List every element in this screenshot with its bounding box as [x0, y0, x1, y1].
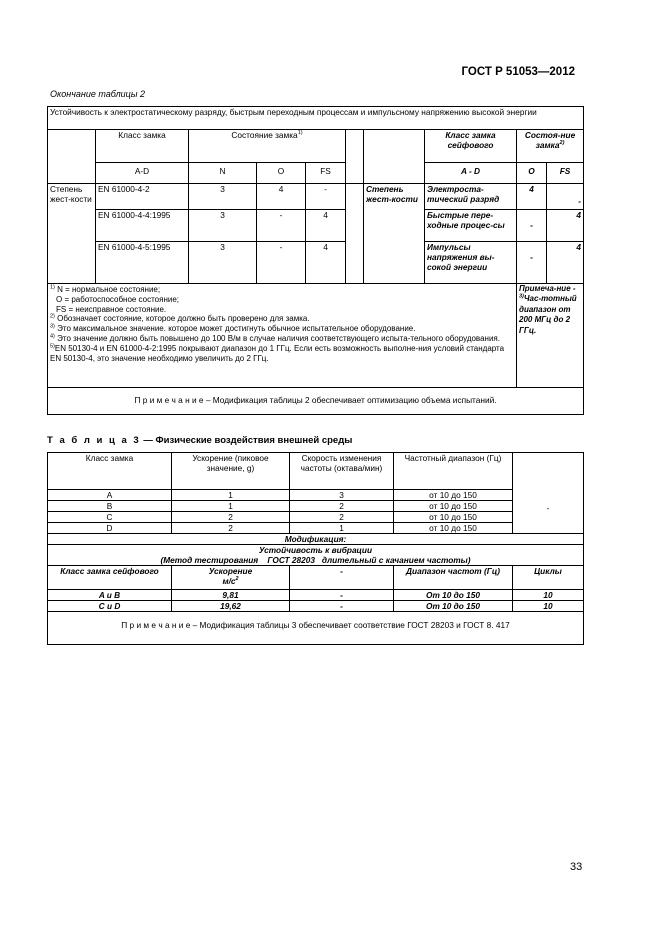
table3-mod-title: Модификация:	[48, 534, 584, 545]
table3-cls: D	[48, 523, 172, 534]
table3-m-cycles: 10	[513, 590, 584, 601]
table3-freq: от 10 до 150	[394, 501, 513, 512]
table3-freq: от 10 до 150	[394, 490, 513, 501]
table3-m-acc: 9,81	[172, 590, 290, 601]
table2-sub-o2: O	[517, 163, 547, 184]
table2-col-lock-class: Класс замка	[96, 130, 189, 163]
table3-m-h-cycles: Циклы	[513, 566, 584, 590]
table2-row-label: Степень жест-кости	[48, 184, 96, 284]
table3-acc: 2	[172, 512, 290, 523]
table3-m-cls: C и D	[48, 601, 172, 612]
table2-footnotes: $^{1)}$ N = нормальное состояние; O = работоспособное состояние; FS = неисправное состояние. $^{2)}$ Обозначает состояние, которое должно быть проверено для замка. $^{3)}$ Это максимальное значение. которое может достигнуть обычное испытательное оборудование. $^{4)}$ Это значение должно быть повышено до 100 В/м в случае наличия соответствующего испыта-тельного оборудования. $^{5)}$EN 50130-4 и EN 61000-4-2:1995 покрывают диапазон до 1 ГГц. Если есть возможность выполне-ния условий стандарта EN 50130-4, это значение необходимо увеличить до 2 ГГц.	[48, 284, 517, 388]
table3-m-h-mid: -	[290, 566, 394, 590]
table2-o: 4	[257, 184, 306, 210]
table2-sub-o: O	[257, 163, 306, 184]
table2-sub-ad: A-D	[96, 163, 189, 184]
table2-sub-fs2: FS	[547, 163, 584, 184]
table2-sub-n: N	[189, 163, 257, 184]
table2-n: 3	[189, 242, 257, 284]
table3-rate: 2	[290, 501, 394, 512]
table2-gap-sub	[346, 163, 364, 184]
table2-safe-name: Быстрые пере-ходные процес-сы	[425, 210, 517, 242]
table3-h-class: Класс замка	[48, 453, 172, 490]
table2-col-lock-state: Состояние замка$^{1)}$	[189, 130, 346, 163]
table2-safe-o: -	[517, 242, 547, 284]
table3-m-mid: -	[290, 590, 394, 601]
table3-note: П р и м е ч а н и е – Модификация таблицы 3 обеспечивает соответствие ГОСТ 28203 и ГОСТ 8. 417	[48, 612, 584, 645]
table3-m-cls: A и B	[48, 590, 172, 601]
table3-m-cycles: 10	[513, 601, 584, 612]
table2-safe-fs: -	[547, 184, 584, 210]
table3-freq: от 10 до 150	[394, 523, 513, 534]
table3-h-freq: Частотный диапазон (Гц)	[394, 453, 513, 490]
table3-m-freq: От 10 до 150	[394, 601, 513, 612]
page-number: 33	[570, 861, 583, 873]
table3-m-h-acc: Ускорение $м/с^2$	[172, 566, 290, 590]
table3-rate: 3	[290, 490, 394, 501]
table2-empty-header	[48, 130, 96, 163]
table3-acc: 2	[172, 523, 290, 534]
table2-empty-sub	[48, 163, 96, 184]
table2-sub-fs: FS	[306, 163, 346, 184]
table3-rate: 1	[290, 523, 394, 534]
table3-freq: от 10 до 150	[394, 512, 513, 523]
table2-o: -	[257, 242, 306, 284]
table2-fs: 4	[306, 210, 346, 242]
table3-m-mid: -	[290, 601, 394, 612]
table2-o: -	[257, 210, 306, 242]
table3-mod-subtitle: Устойчивость к вибрации (Метод тестирования ГОСТ 28203 длительный с качанием частоты)	[48, 545, 584, 566]
table3-cls: B	[48, 501, 172, 512]
table2-safe-name: Импульсы напряжения вы-сокой энергии	[425, 242, 517, 284]
table2-safe-fs: 4	[547, 210, 584, 242]
table3-m-acc: 19,62	[172, 601, 290, 612]
table2-safe-o: 4	[517, 184, 547, 210]
table2-empty-header2	[364, 130, 425, 163]
table3-acc: 1	[172, 501, 290, 512]
table3-m-h-class: Класс замка сейфового	[48, 566, 172, 590]
table2-col-safe-class: Класс замка сейфового	[425, 130, 517, 163]
table2-title: Устойчивость к электростатическому разряду, быстрым переходным процессам и импульсному напряжению высокой энергии	[48, 107, 584, 130]
table2-row-label2: Степень жест-кости	[364, 184, 425, 284]
table2-fs: -	[306, 184, 346, 210]
document-code: ГОСТ Р 51053—2012	[461, 66, 575, 78]
table2-std: EN 61000-4-4:1995	[96, 210, 189, 242]
table2-gap-header	[346, 130, 364, 163]
table3-rate: 2	[290, 512, 394, 523]
table2-std: EN 61000-4-2	[96, 184, 189, 210]
table3-acc: 1	[172, 490, 290, 501]
table2-safe-name: Электроста-тический разряд	[425, 184, 517, 210]
table2-gap	[346, 184, 364, 284]
table3-cls: A	[48, 490, 172, 501]
table2-fs: 4	[306, 242, 346, 284]
table3-h-rate: Скорость изменения частоты (октава/мин)	[290, 453, 394, 490]
table3-title: Т а б л и ц а 3 — Физические воздействия внешней среды	[47, 435, 353, 446]
table3-h-acc: Ускорение (пиковое значение, g)	[172, 453, 290, 490]
table2-continuation-caption: Окончание таблицы 2	[50, 89, 145, 99]
table3-m-h-freq: Диапазон частот (Гц)	[394, 566, 513, 590]
table3	[47, 452, 584, 645]
table2-std: EN 61000-4-5:1995	[96, 242, 189, 284]
table3-side-dash: -	[513, 453, 584, 534]
table2-safe-o: -	[517, 210, 547, 242]
table2-note: П р и м е ч а н и е – Модификация таблицы 2 обеспечивает оптимизацию объема испытаний.	[48, 388, 584, 415]
table2-side-note: Примеча-ние - $^{3)}$Час-тотный диапазон от 200 МГц до 2 ГГц.	[517, 284, 584, 388]
table2-n: 3	[189, 210, 257, 242]
table3-cls: C	[48, 512, 172, 523]
table2-col-safe-state: Состоя-ние замка$^{2)}$	[517, 130, 584, 163]
table2-n: 3	[189, 184, 257, 210]
table2-safe-fs: 4	[547, 242, 584, 284]
table3-m-freq: От 10 до 150	[394, 590, 513, 601]
table2	[47, 106, 584, 415]
table2-sub-ad2: A - D	[425, 163, 517, 184]
table2-empty-sub2	[364, 163, 425, 184]
